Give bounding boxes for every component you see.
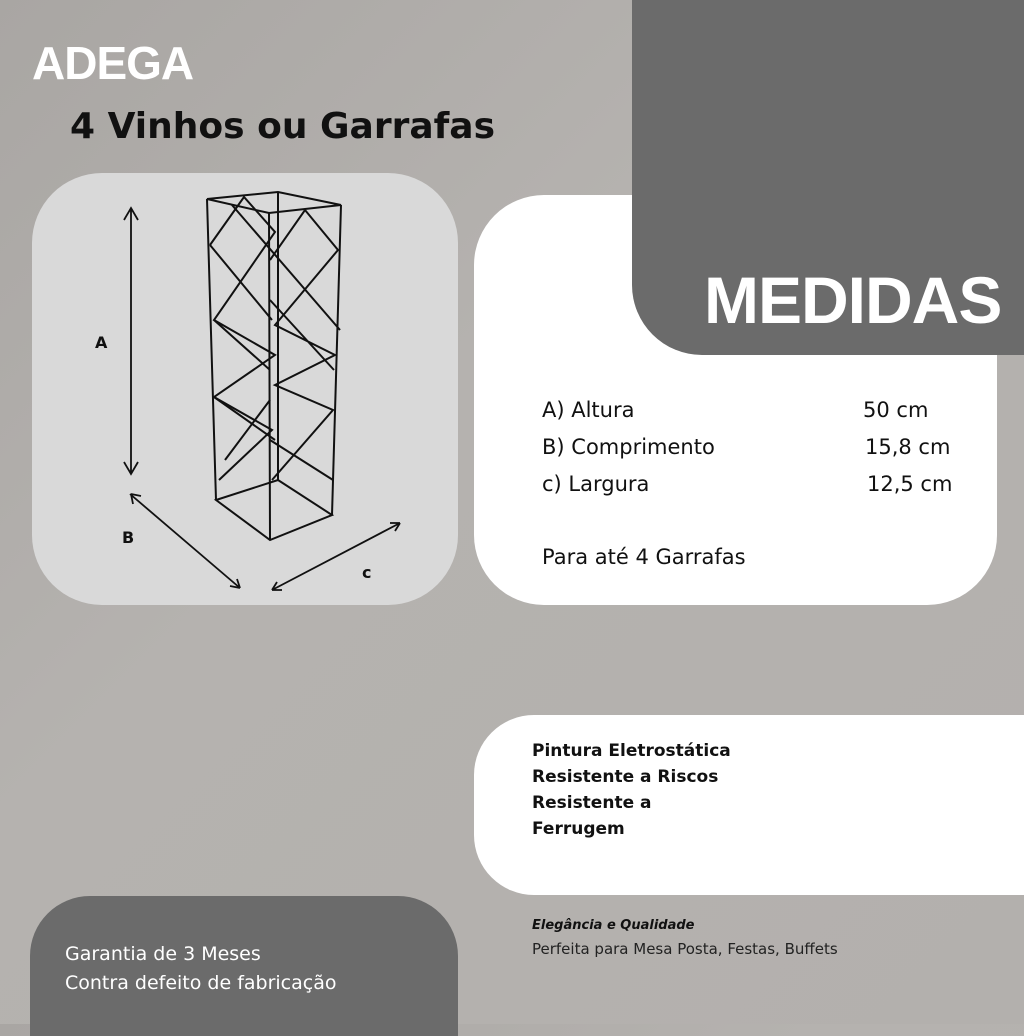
brand-title: ADEGA (32, 37, 194, 89)
capacity-text: Para até 4 Garrafas (542, 545, 746, 569)
warranty-line-1: Garantia de 3 Meses (65, 943, 261, 965)
feature-item: Resistente a Riscos (532, 767, 719, 787)
warranty-line-2: Contra defeito de fabricação (65, 972, 337, 994)
spec-label-height: A) Altura (542, 398, 635, 422)
tagline-text: Perfeita para Mesa Posta, Festas, Buffets (532, 940, 838, 958)
wine-rack-diagram (32, 173, 458, 605)
feature-item: Ferrugem (532, 819, 625, 839)
spec-label-width: c) Largura (542, 472, 650, 496)
wine-rack-wireframe (207, 192, 341, 540)
dimension-label-a: A (95, 333, 108, 352)
feature-item: Pintura Eletrostática (532, 741, 731, 761)
dimension-arrows (124, 208, 400, 590)
dimension-label-c: c (362, 563, 372, 582)
product-subtitle: 4 Vinhos ou Garrafas (70, 106, 496, 147)
product-illustration-card (32, 173, 458, 605)
warranty-panel (30, 896, 458, 1036)
tagline-title: Elegância e Qualidade (532, 918, 695, 933)
dimension-label-b: B (122, 528, 135, 547)
spec-value-length: 15,8 cm (865, 435, 951, 459)
spec-label-length: B) Comprimento (542, 435, 715, 459)
feature-item: Resistente a (532, 793, 652, 813)
spec-value-width: 12,5 cm (867, 472, 953, 496)
spec-value-height: 50 cm (863, 398, 929, 422)
specs-title: MEDIDAS (704, 263, 1002, 337)
